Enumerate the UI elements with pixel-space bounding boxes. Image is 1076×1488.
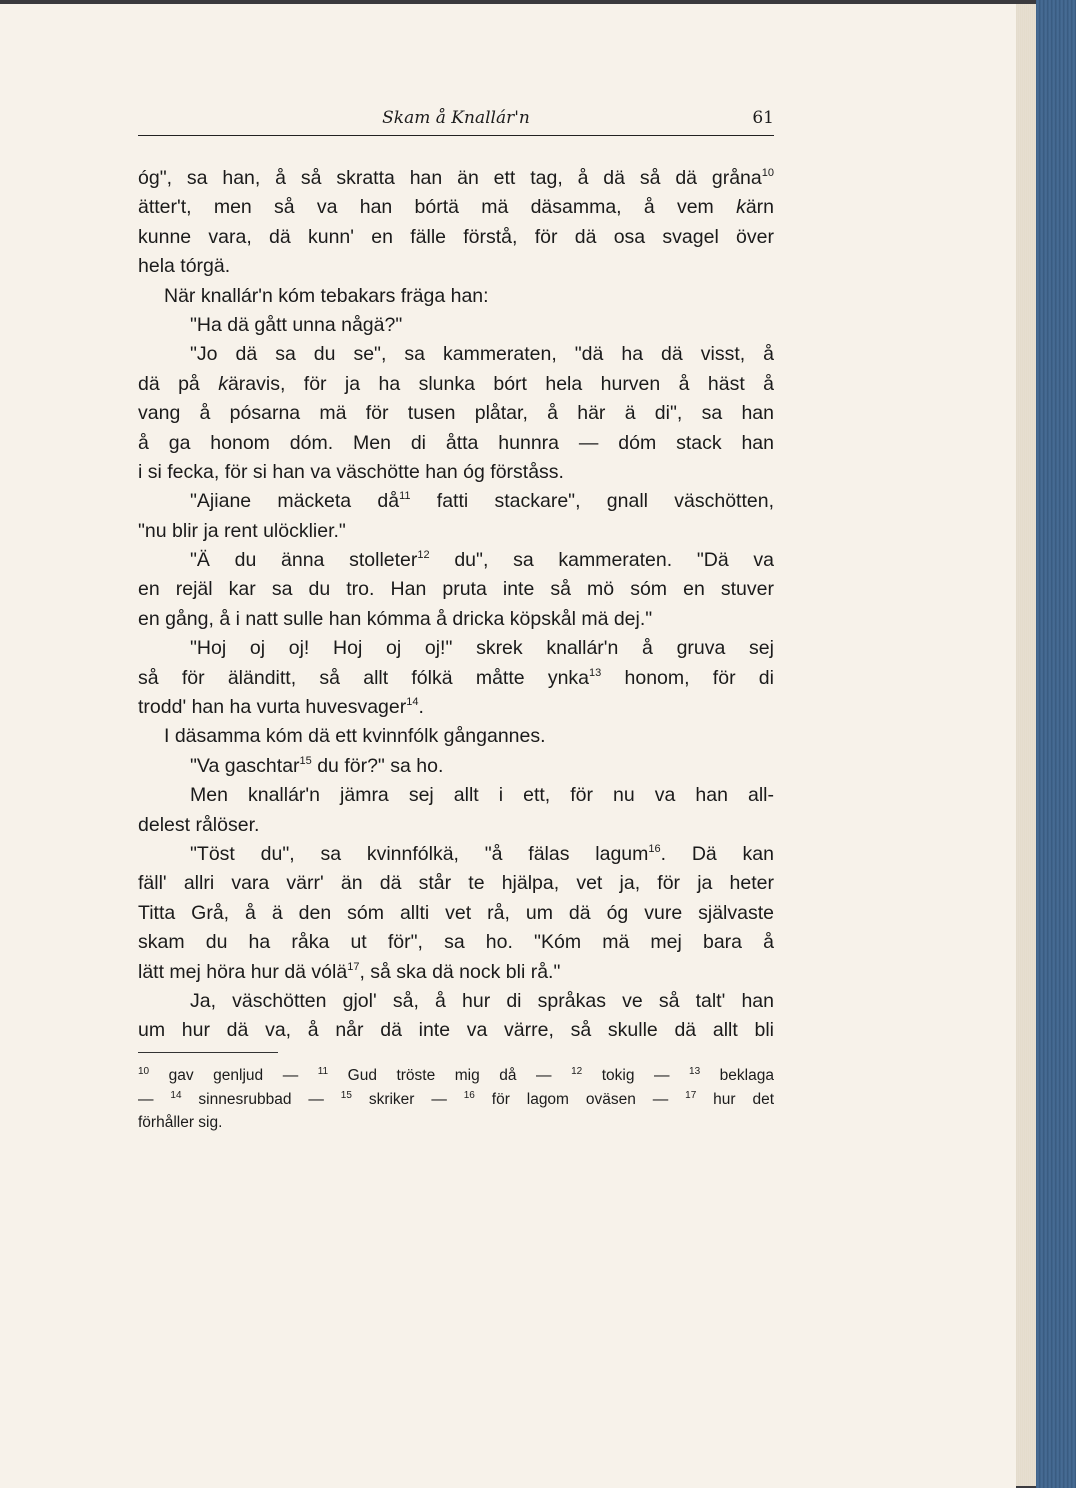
text-run: "Ha dä gått unna någä?" <box>190 313 403 336</box>
text-line <box>138 487 774 516</box>
footnote-marker: 10 <box>138 1066 150 1077</box>
footnote-marker: 15 <box>340 1089 352 1101</box>
text-line <box>138 840 774 869</box>
text-line <box>138 958 774 987</box>
text-run: Men knallár'n jämra sej allt i ett, för nu va han all- <box>190 784 774 807</box>
text-line <box>138 399 774 428</box>
text-run: Ja, väschötten gjol' så, å hur di språkas ve så talt' han <box>190 989 774 1012</box>
text-line <box>138 193 774 222</box>
text-run: "Jo dä sa du se", sa kammeraten, "dä ha dä visst, å <box>190 343 774 366</box>
text-line <box>138 722 774 751</box>
text-run: Gud tröste mig då — <box>328 1067 572 1084</box>
header-rule <box>138 135 774 136</box>
text-run: å ga honom dóm. Men di åtta hunnra — dóm stack han <box>138 431 774 454</box>
footnote-rule <box>138 1052 278 1053</box>
text-run: När knallár'n kóm tebakars fräga han: <box>164 284 489 307</box>
text-line <box>138 811 774 840</box>
text-run: fatti stackare", gnall väschötten, <box>410 490 774 513</box>
text-run: dä på <box>138 372 219 395</box>
footnote-marker: 15 <box>299 754 312 767</box>
text-run: "Va gaschtar <box>190 754 300 777</box>
text-run: um hur dä va, å når dä inte va värre, så skulle dä allt bli <box>138 1019 774 1042</box>
text-run: I däsamma kóm dä ett kvinnfólk gångannes. <box>164 725 546 748</box>
running-header <box>138 108 774 130</box>
footnote-line <box>138 1064 774 1088</box>
text-run: óg", sa han, å så skratta han än ett tag, å dä så dä gråna <box>138 167 762 189</box>
text-run: kunne vara, dä kunn' en fälle förstå, för dä osa svagel över <box>138 225 774 248</box>
text-run: trodd' han ha vurta huvesvager <box>138 696 407 719</box>
text-line <box>138 634 774 663</box>
text-run: , så ska dä nock bli rå." <box>359 960 561 983</box>
running-title: Skam å Knallár'n <box>382 108 530 128</box>
text-run: hela tórgä. <box>138 255 231 278</box>
text-run: för lagom oväsen — <box>474 1090 686 1108</box>
footnote-marker: 14 <box>406 696 419 709</box>
page-number: 61 <box>752 108 774 128</box>
book-page <box>0 4 1016 1488</box>
text-line <box>138 164 774 193</box>
text-run: gav genljud — <box>149 1067 318 1084</box>
text-line <box>138 987 774 1016</box>
text-line <box>138 370 774 399</box>
text-line <box>138 928 774 957</box>
footnote-marker: 14 <box>170 1089 182 1101</box>
text-run: hur det <box>696 1090 775 1108</box>
footnote-marker: 13 <box>589 666 602 679</box>
text-run: "nu blir ja rent ulöcklier." <box>138 519 346 542</box>
footnotes <box>138 1064 774 1135</box>
footnote-marker: 10 <box>761 167 774 179</box>
text-line <box>138 546 774 575</box>
footnote-marker: 16 <box>463 1089 475 1101</box>
text-run: fäll' allri vara värr' än dä står te hjälpa, vet ja, för ja heter <box>138 872 774 895</box>
footnote-marker: 13 <box>689 1066 701 1077</box>
text-run: honom, för di <box>601 666 774 689</box>
text-line <box>138 458 774 487</box>
text-run: "Hoj oj oj! Hoj oj oj!" skrek knallár'n å gruva sej <box>190 637 774 660</box>
text-line <box>138 223 774 252</box>
text-run: lätt mej höra hur dä vólä <box>138 960 348 983</box>
text-run: "Töst du", sa kvinnfólkä, "å fälas lagum <box>190 842 649 865</box>
text-line <box>138 311 774 340</box>
text-run: . Dä kan <box>660 842 774 865</box>
text-run: ätter't, men så va han bórtä mä däsamma, å vem <box>138 196 737 219</box>
text-run: beklaga <box>700 1067 774 1084</box>
book-cover-cloth <box>1036 0 1076 1488</box>
text-line <box>138 899 774 928</box>
footnote-marker: 11 <box>399 490 411 503</box>
italic-letter: k <box>218 372 228 395</box>
footnote-marker: 12 <box>571 1066 583 1077</box>
text-run: du", sa kammeraten. "Dä va <box>429 549 775 572</box>
text-run: en gång, å i natt sulle han kómma å dricka köpskål mä dej." <box>138 607 653 630</box>
text-line <box>138 605 774 634</box>
text-line <box>138 869 774 898</box>
text-run: i si fecka, för si han va väschötte han óg förståss. <box>138 460 564 483</box>
text-run: så för äländitt, så allt fólkä måtte ynka <box>138 666 590 689</box>
text-line <box>138 252 774 281</box>
text-run: äravis, för ja ha slunka bórt hela hurven å häst å <box>227 372 774 395</box>
text-run: du för?" sa ho. <box>311 754 444 777</box>
text-line <box>138 781 774 810</box>
footnote-line <box>138 1088 774 1112</box>
text-run: skriker — <box>351 1090 464 1108</box>
text-run: delest rålöser. <box>138 813 260 836</box>
footnote-marker: 16 <box>648 842 661 855</box>
text-run: — <box>138 1090 171 1108</box>
text-run: Titta Grå, å ä den sóm allti vet rå, um dä óg vure självaste <box>138 901 774 924</box>
footnote-line <box>138 1111 774 1135</box>
text-run: "Ä du änna stolleter <box>190 549 418 572</box>
page-edges <box>1014 4 1036 1486</box>
text-run: . <box>418 696 424 719</box>
text-line <box>138 340 774 369</box>
footnote-marker: 11 <box>317 1066 329 1077</box>
text-line <box>138 693 774 722</box>
text-line <box>138 282 774 311</box>
text-line <box>138 429 774 458</box>
italic-letter: k <box>736 196 746 219</box>
text-run: "Ajiane mäcketa då <box>190 490 400 513</box>
text-line <box>138 575 774 604</box>
text-run: vang å pósarna mä för tusen plåtar, å här ä di", sa han <box>138 402 774 425</box>
text-line <box>138 517 774 546</box>
text-run: skam du ha råka ut för", sa ho. "Kóm mä mej bara å <box>138 931 774 954</box>
text-line <box>138 664 774 693</box>
text-run: sinnesrubbad — <box>181 1090 341 1108</box>
text-run: en rejäl kar sa du tro. Han pruta inte så mö sóm en stuver <box>138 578 774 601</box>
footnote-marker: 17 <box>347 960 360 973</box>
text-run: ärn <box>745 196 774 219</box>
text-run: förhåller sig. <box>138 1114 223 1132</box>
footnote-marker: 17 <box>685 1089 697 1101</box>
text-run: tokig — <box>582 1067 690 1084</box>
text-line <box>138 752 774 781</box>
text-line <box>138 1016 774 1045</box>
body-text <box>138 164 774 1046</box>
footnote-marker: 12 <box>417 549 430 562</box>
